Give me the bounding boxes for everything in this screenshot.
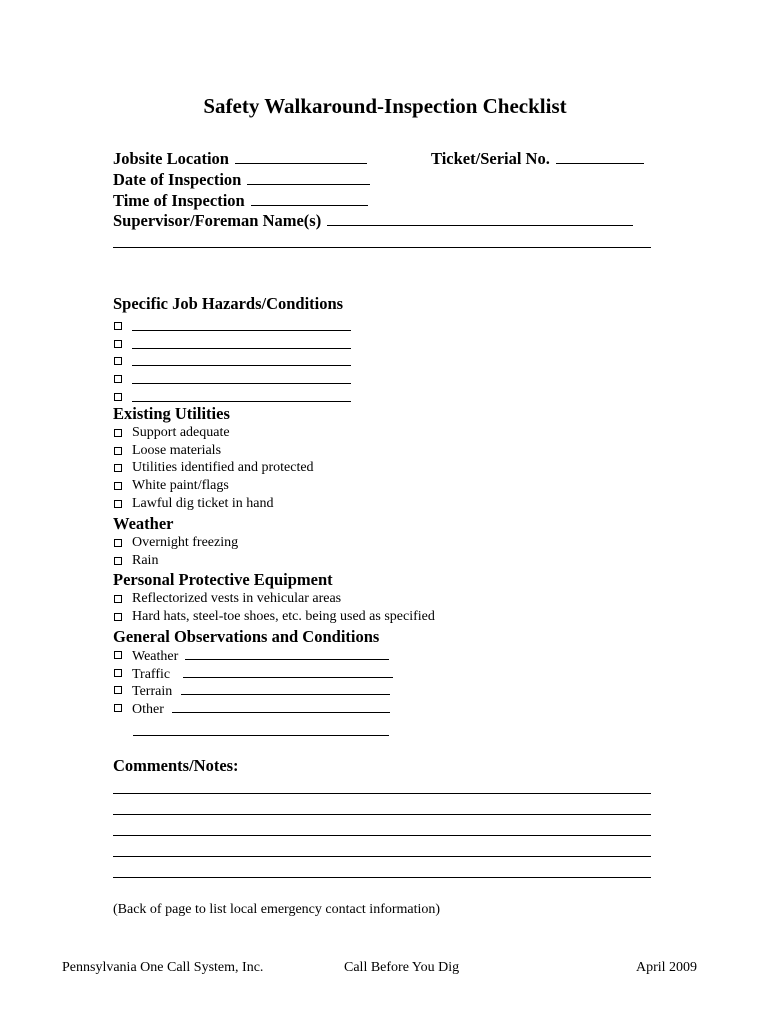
observations-heading: General Observations and Conditions bbox=[113, 627, 380, 646]
observation-blank[interactable] bbox=[183, 664, 393, 678]
date-of-inspection-blank[interactable] bbox=[247, 170, 370, 185]
date-of-inspection-label: Date of Inspection bbox=[113, 170, 242, 189]
hazard-blank-2[interactable] bbox=[132, 335, 351, 349]
checkbox-icon[interactable] bbox=[114, 375, 122, 383]
time-of-inspection-blank[interactable] bbox=[251, 191, 368, 206]
weather-item-label: Overnight freezing bbox=[132, 535, 239, 550]
time-of-inspection-field[interactable] bbox=[113, 191, 368, 211]
checkbox-icon[interactable] bbox=[114, 357, 122, 365]
supervisor-names-label: Supervisor/Foreman Name(s) bbox=[113, 211, 322, 230]
utilities-item[interactable] bbox=[113, 459, 314, 477]
jobsite-location-label: Jobsite Location bbox=[113, 149, 229, 168]
back-of-page-note: (Back of page to list local emergency contact information) bbox=[113, 902, 441, 917]
checkbox-icon[interactable] bbox=[114, 447, 122, 455]
ppe-item[interactable] bbox=[113, 608, 435, 626]
observation-item[interactable] bbox=[113, 699, 393, 717]
utilities-item-label: Loose materials bbox=[132, 442, 222, 458]
hazard-item-5[interactable] bbox=[113, 388, 351, 406]
hazard-blank-5[interactable] bbox=[132, 388, 351, 402]
checkbox-icon[interactable] bbox=[114, 464, 122, 472]
checkbox-icon[interactable] bbox=[114, 429, 122, 437]
utilities-item[interactable] bbox=[113, 495, 314, 513]
supervisor-names-blank[interactable] bbox=[327, 211, 633, 226]
weather-item[interactable] bbox=[113, 534, 238, 552]
observation-item[interactable] bbox=[113, 646, 393, 664]
jobsite-location-field[interactable] bbox=[113, 149, 367, 169]
checkbox-icon[interactable] bbox=[114, 539, 122, 547]
comment-line[interactable] bbox=[113, 856, 651, 857]
time-of-inspection-label: Time of Inspection bbox=[113, 191, 245, 210]
weather-item[interactable] bbox=[113, 552, 238, 570]
comments-heading: Comments/Notes: bbox=[113, 756, 239, 775]
hazards-heading: Specific Job Hazards/Conditions bbox=[113, 294, 344, 313]
observation-item-label: Terrain bbox=[132, 684, 173, 700]
hazards-list bbox=[113, 317, 351, 405]
supervisor-names-field[interactable] bbox=[113, 211, 633, 231]
hazard-item-3[interactable] bbox=[113, 352, 351, 370]
hazard-blank-1[interactable] bbox=[132, 317, 351, 331]
weather-list bbox=[113, 534, 238, 569]
page-title: Safety Walkaround-Inspection Checklist bbox=[203, 94, 567, 118]
supervisor-names-continuation-line[interactable] bbox=[113, 247, 651, 248]
utilities-item[interactable] bbox=[113, 442, 314, 460]
hazard-item-1[interactable] bbox=[113, 317, 351, 335]
utilities-item-label: Lawful dig ticket in hand bbox=[132, 495, 274, 511]
checkbox-icon[interactable] bbox=[114, 669, 122, 677]
hazard-item-4[interactable] bbox=[113, 370, 351, 388]
footer-organization: Pennsylvania One Call System, Inc. bbox=[62, 960, 264, 975]
checkbox-icon[interactable] bbox=[114, 686, 122, 694]
utilities-heading: Existing Utilities bbox=[113, 404, 230, 423]
checkbox-icon[interactable] bbox=[114, 340, 122, 348]
observation-item[interactable] bbox=[113, 681, 393, 699]
observations-list bbox=[113, 646, 393, 717]
ticket-serial-label: Ticket/Serial No. bbox=[431, 149, 550, 168]
utilities-list bbox=[113, 424, 314, 512]
checkbox-icon[interactable] bbox=[114, 704, 122, 712]
comment-line[interactable] bbox=[113, 877, 651, 878]
checkbox-icon[interactable] bbox=[114, 322, 122, 330]
observation-item-label: Weather bbox=[132, 649, 179, 664]
observation-blank[interactable] bbox=[172, 699, 390, 713]
jobsite-location-blank[interactable] bbox=[235, 149, 367, 164]
date-of-inspection-field[interactable] bbox=[113, 170, 370, 190]
ticket-serial-field[interactable] bbox=[431, 149, 644, 169]
utilities-item-label: Utilities identified and protected bbox=[132, 460, 314, 476]
comment-line[interactable] bbox=[113, 793, 651, 794]
ppe-item-label: Reflectorized vests in vehicular areas bbox=[132, 591, 342, 606]
observation-item-label: Other bbox=[132, 702, 164, 718]
checkbox-icon[interactable] bbox=[114, 651, 122, 659]
checkbox-icon[interactable] bbox=[114, 595, 122, 603]
utilities-item-label: White paint/flags bbox=[132, 478, 229, 494]
utilities-item[interactable] bbox=[113, 477, 314, 495]
ppe-heading: Personal Protective Equipment bbox=[113, 570, 333, 589]
checkbox-icon[interactable] bbox=[114, 557, 122, 565]
observation-extra-line[interactable] bbox=[133, 735, 389, 736]
checkbox-icon[interactable] bbox=[114, 393, 122, 401]
ticket-serial-blank[interactable] bbox=[556, 149, 644, 164]
weather-item-label: Rain bbox=[132, 552, 159, 568]
observation-item[interactable] bbox=[113, 664, 393, 682]
comment-line[interactable] bbox=[113, 835, 651, 836]
weather-heading: Weather bbox=[113, 514, 174, 533]
ppe-list bbox=[113, 590, 435, 625]
hazard-blank-4[interactable] bbox=[132, 370, 351, 384]
checkbox-icon[interactable] bbox=[114, 613, 122, 621]
utilities-item-label: Support adequate bbox=[132, 425, 230, 440]
comment-line[interactable] bbox=[113, 814, 651, 815]
observation-blank[interactable] bbox=[181, 681, 390, 695]
footer-slogan: Call Before You Dig bbox=[344, 960, 460, 975]
checkbox-icon[interactable] bbox=[114, 482, 122, 490]
observation-item-label: Traffic bbox=[132, 666, 171, 682]
hazard-item-2[interactable] bbox=[113, 335, 351, 353]
ppe-item[interactable] bbox=[113, 590, 435, 608]
observation-blank[interactable] bbox=[185, 646, 389, 660]
ppe-item-label: Hard hats, steel-toe shoes, etc. being used as specified bbox=[132, 608, 435, 624]
footer-date: April 2009 bbox=[636, 960, 698, 975]
utilities-item[interactable] bbox=[113, 424, 314, 442]
hazard-blank-3[interactable] bbox=[132, 352, 351, 366]
checkbox-icon[interactable] bbox=[114, 500, 122, 508]
